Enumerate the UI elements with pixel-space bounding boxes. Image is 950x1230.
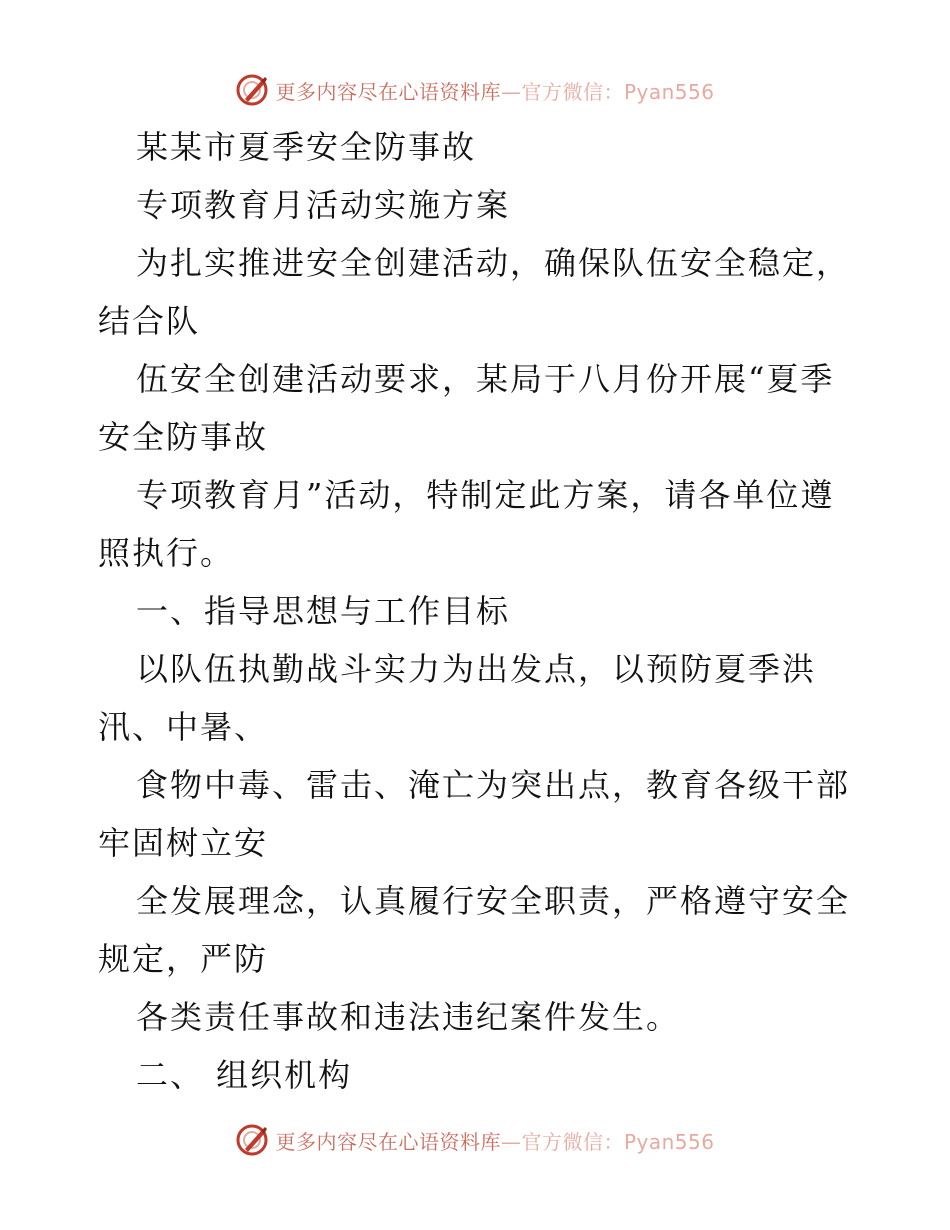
paragraph-line: 照执行。 bbox=[98, 534, 235, 572]
section-heading: 一、指导思想与工作目标 bbox=[136, 592, 511, 630]
paragraph-line: 牢固树立安 bbox=[98, 824, 269, 862]
paragraph-line: 各类责任事故和违法违纪案件发生。 bbox=[136, 998, 681, 1036]
banner-text bbox=[275, 76, 714, 105]
paragraph-line: 规定，严防 bbox=[98, 940, 269, 978]
paragraph-line: 以队伍执勤战斗实力为出发点，以预防夏季洪 bbox=[136, 650, 817, 688]
paragraph-line: 食物中毒、雷击、淹亡为突出点，教育各级干部 bbox=[136, 766, 851, 804]
footer-banner bbox=[0, 1120, 950, 1160]
header-banner bbox=[0, 70, 950, 110]
pen-circle-logo-icon bbox=[235, 1123, 269, 1157]
pen-circle-logo-icon bbox=[235, 73, 269, 107]
paragraph-line: 为扎实推进安全创建活动，确保队伍安全稳定， bbox=[136, 244, 851, 282]
banner-text bbox=[275, 1126, 714, 1155]
section-heading: 二、 组织机构 bbox=[136, 1056, 353, 1094]
paragraph-line: 安全防事故 bbox=[98, 418, 269, 456]
paragraph-line: 结合队 bbox=[98, 302, 201, 340]
document-body bbox=[98, 118, 858, 1104]
paragraph-line: 汛、中暑、 bbox=[98, 708, 269, 746]
document-title-line-2: 专项教育月活动实施方案 bbox=[136, 186, 511, 224]
banner-site-name: 更多内容尽在心语资料库 bbox=[275, 1129, 501, 1154]
banner-site-name: 更多内容尽在心语资料库 bbox=[275, 79, 501, 104]
banner-wechat: —官方微信：Pyan556 bbox=[500, 1129, 715, 1154]
paragraph-line: 伍安全创建活动要求，某局于八月份开展“夏季 bbox=[136, 360, 835, 398]
banner-wechat: —官方微信：Pyan556 bbox=[500, 79, 715, 104]
paragraph-line: 全发展理念，认真履行安全职责，严格遵守安全 bbox=[136, 882, 851, 920]
document-title-line-1: 某某市夏季安全防事故 bbox=[136, 128, 477, 166]
paragraph-line: 专项教育月”活动，特制定此方案，请各单位遵 bbox=[136, 476, 835, 514]
